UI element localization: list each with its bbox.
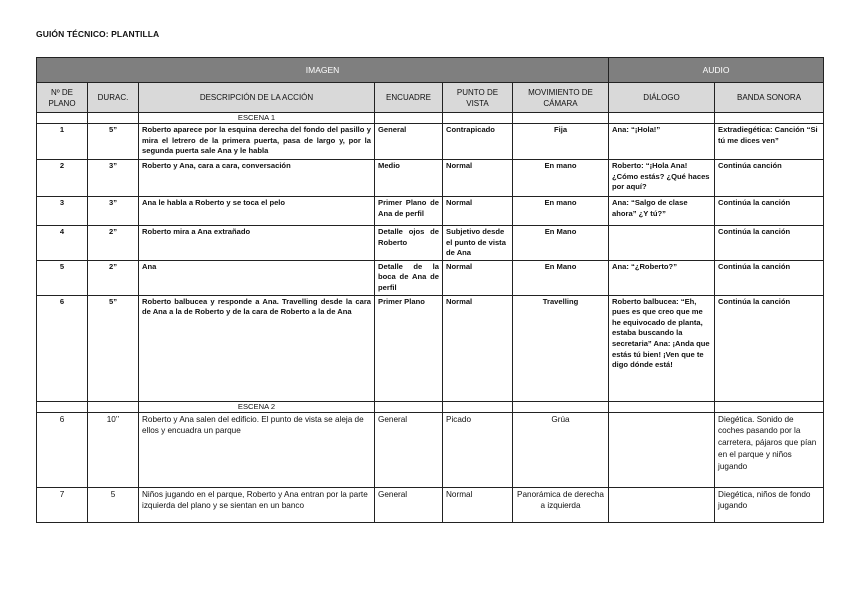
durac-cell: 10’’ [88, 412, 139, 487]
dialogo-cell [609, 487, 715, 522]
plano-cell: 4 [37, 226, 88, 261]
dialogo-cell [609, 226, 715, 261]
technical-script-table [36, 57, 824, 523]
descripcion-cell: Niños jugando en el parque, Roberto y Ana entran por la parte izquierda del plano y se sientan en un banco [139, 487, 375, 522]
plano-cell: 5 [37, 260, 88, 295]
durac-cell: 5” [88, 295, 139, 401]
document-title: GUIÓN TÉCNICO: PLANTILLA [36, 29, 160, 39]
descripcion-cell: Ana le habla a Roberto y se toca el pelo [139, 197, 375, 226]
col-header-punto-de-vista: PUNTO DE VISTA [443, 83, 513, 113]
punto-cell: Subjetivo desde el punto de vista de Ana [443, 226, 513, 261]
plano-cell: 2 [37, 160, 88, 197]
punto-cell: Normal [443, 487, 513, 522]
movimiento-cell: En Mano [513, 260, 609, 295]
movimiento-cell: Panorámica de derecha a izquierda [513, 487, 609, 522]
plano-cell: 1 [37, 124, 88, 160]
durac-cell: 2” [88, 260, 139, 295]
col-header-banda-sonora: BANDA SONORA [715, 83, 824, 113]
punto-cell: Normal [443, 160, 513, 197]
group-header-row [37, 58, 824, 83]
encuadre-cell: General [375, 124, 443, 160]
encuadre-cell: Detalle ojos de Roberto [375, 226, 443, 261]
banda-cell: Continúa la canción [715, 295, 824, 401]
punto-cell: Normal [443, 197, 513, 226]
col-header-dialogo: DIÁLOGO [609, 83, 715, 113]
column-header-row [37, 83, 824, 113]
table-row [37, 295, 824, 401]
dialogo-cell: Ana: “¿Roberto?” [609, 260, 715, 295]
encuadre-cell: Primer Plano de Ana de perfil [375, 197, 443, 226]
plano-cell: 7 [37, 487, 88, 522]
banda-cell: Diegética, niños de fondo jugando [715, 487, 824, 522]
dialogo-cell [609, 412, 715, 487]
banda-cell: Extradiegética: Canción “Si tú me dices ven” [715, 124, 824, 160]
banda-cell: Continúa la canción [715, 197, 824, 226]
banda-cell: Continúa la canción [715, 226, 824, 261]
movimiento-cell: Fija [513, 124, 609, 160]
table-row [37, 226, 824, 261]
scene-label: ESCENA 2 [139, 401, 375, 412]
dialogo-cell: Ana: “¡Hola!” [609, 124, 715, 160]
col-header-encuadre: ENCUADRE [375, 83, 443, 113]
table-row [37, 487, 824, 522]
banda-cell: Continúa canción [715, 160, 824, 197]
plano-cell: 6 [37, 295, 88, 401]
encuadre-cell: General [375, 412, 443, 487]
encuadre-cell: Primer Plano [375, 295, 443, 401]
durac-cell: 2” [88, 226, 139, 261]
table-row [37, 197, 824, 226]
movimiento-cell: En mano [513, 160, 609, 197]
col-header-movimiento: MOVIMIENTO DE CÁMARA [513, 83, 609, 113]
dialogo-cell: Roberto: “¡Hola Ana! ¿Cómo estás? ¿Qué haces por aquí? [609, 160, 715, 197]
descripcion-cell: Roberto y Ana salen del edificio. El punto de vista se aleja de ellos y encuadra un parque [139, 412, 375, 487]
descripcion-cell: Ana [139, 260, 375, 295]
banda-cell: Continúa la canción [715, 260, 824, 295]
punto-cell: Normal [443, 260, 513, 295]
punto-cell: Picado [443, 412, 513, 487]
movimiento-cell: Travelling [513, 295, 609, 401]
dialogo-cell: Ana: “Salgo de clase ahora” ¿Y tú?” [609, 197, 715, 226]
durac-cell: 3” [88, 160, 139, 197]
scene-row [37, 113, 824, 124]
audio-header: AUDIO [609, 58, 824, 83]
durac-cell: 5” [88, 124, 139, 160]
descripcion-cell: Roberto y Ana, cara a cara, conversación [139, 160, 375, 197]
descripcion-cell: Roberto aparece por la esquina derecha del fondo del pasillo y mira el letrero de la primera puerta, pasa de largo y, por la segunda puerta sale Ana y le habla [139, 124, 375, 160]
col-header-plano: Nº DE PLANO [37, 83, 88, 113]
descripcion-cell: Roberto mira a Ana extrañado [139, 226, 375, 261]
plano-cell: 3 [37, 197, 88, 226]
movimiento-cell: Grúa [513, 412, 609, 487]
table-row [37, 124, 824, 160]
table-row [37, 260, 824, 295]
movimiento-cell: En Mano [513, 226, 609, 261]
table-row [37, 160, 824, 197]
punto-cell: Contrapicado [443, 124, 513, 160]
durac-cell: 3” [88, 197, 139, 226]
durac-cell: 5 [88, 487, 139, 522]
table-row [37, 412, 824, 487]
col-header-descripcion: DESCRIPCIÓN DE LA ACCIÓN [139, 83, 375, 113]
movimiento-cell: En mano [513, 197, 609, 226]
encuadre-cell: Medio [375, 160, 443, 197]
dialogo-cell: Roberto balbucea: “Eh, pues es que creo que me he equivocado de planta, estaba buscando la secretaria” Ana: ¡Anda que estás tú bien! ¡Ven que te digo dónde está! [609, 295, 715, 401]
plano-cell: 6 [37, 412, 88, 487]
punto-cell: Normal [443, 295, 513, 401]
descripcion-cell: Roberto balbucea y responde a Ana. Travelling desde la cara de Ana a la de Roberto y de la cara de Roberto a la de Ana [139, 295, 375, 401]
scene-row [37, 401, 824, 412]
imagen-header: IMAGEN [37, 58, 609, 83]
col-header-durac: DURAC. [88, 83, 139, 113]
scene-label: ESCENA 1 [139, 113, 375, 124]
encuadre-cell: Detalle de la boca de Ana de perfil [375, 260, 443, 295]
encuadre-cell: General [375, 487, 443, 522]
banda-cell: Diegética. Sonido de coches pasando por la carretera, pájaros que pían en el parque y niños jugando [715, 412, 824, 487]
